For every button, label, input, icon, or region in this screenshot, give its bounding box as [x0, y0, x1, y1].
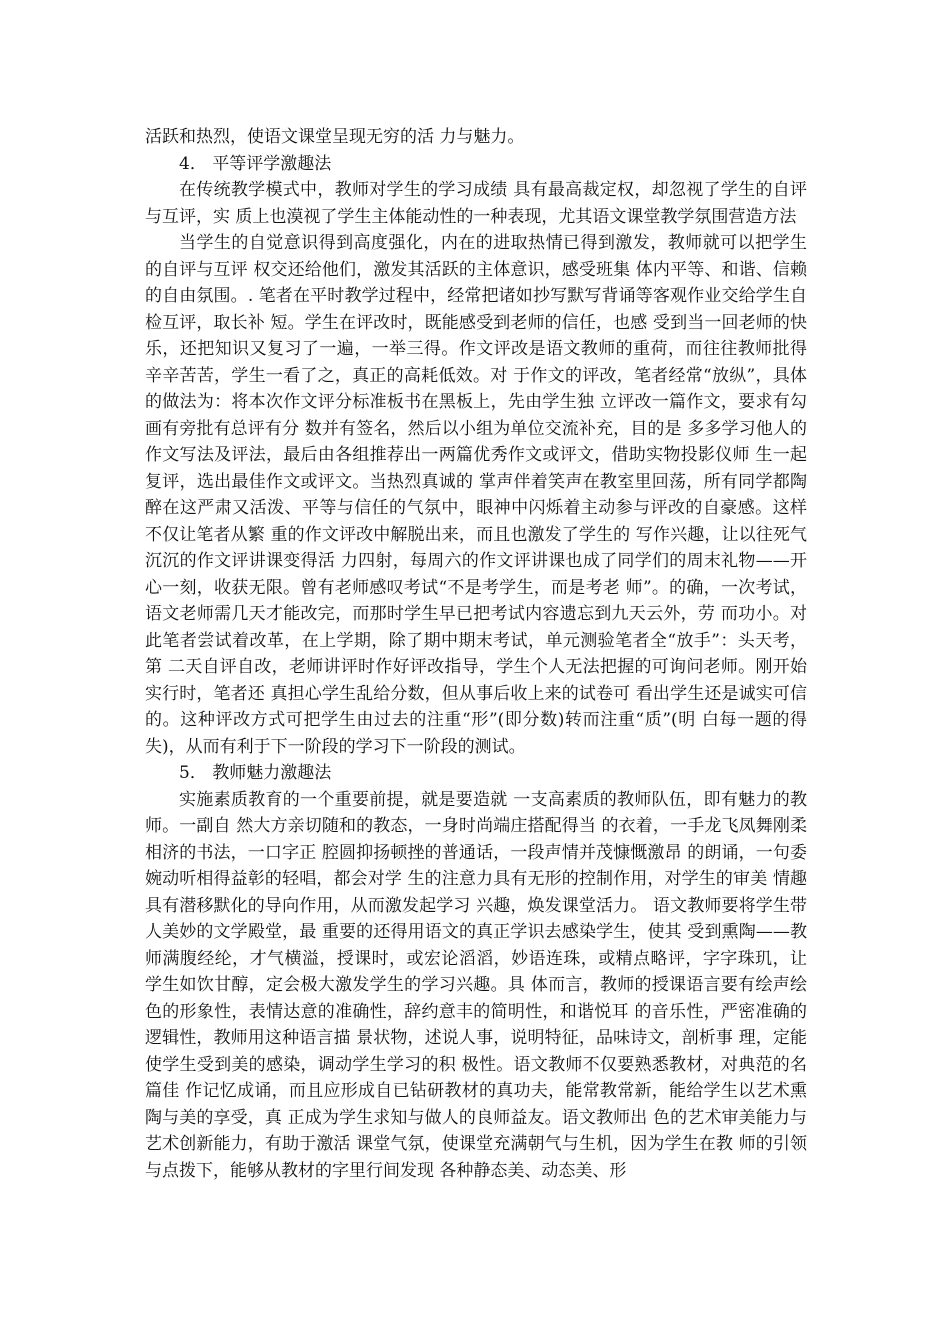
section-heading-4: 4． 平等评学激趣法 [179, 153, 332, 174]
paragraph: 当学生的自觉意识得到高度强化，内在的进取热情已得到激发，教师就可以把学生的自评与互评 权交还给他们，激发其活跃的主体意识，感受班集 体内平等、和谐、信赖的自由氛围。. 笔者在平时教学过程中，经常把诸如抄写默写背诵等客观作业交给学生自检互评，取长补 短。学生在评改时，既能感受到老师的信任，也感 受到当一回老师的快乐，还把知识又复习了一遍，一举三得。作文评改是语文教师的重荷，而往往教师批得辛辛苦苦，学生一看了之，真正的高耗低效。对 于作文的评改，笔者经常“放纵”，具体的做法为：将本次作文评分标准板书在黑板上，先由学生独 立评改一篇作文，要求有勾画有旁批有总评有分 数并有签名，然后以小组为单位交流补充，目的是 多多学习他人的作文写法及评法，最后由各组推荐出一两篇优秀作文或评文，借助实物投影仪师 生一起复评，选出最佳作文或评文。当热烈真诚的 掌声伴着笑声在教室里回荡，所有同学都陶醉在这严肃又活泼、平等与信任的气氛中，眼神中闪烁着主动参与评改的自豪感。这样不仅让笔者从繁 重的作文评改中解脱出来，而且也激发了学生的 写作兴趣，让以往死气沉沉的作文评讲课变得活 力四射，每周六的作文评讲课也成了同学们的周末礼物——开心一刻，收获无限。曾有老师感叹考试“不是考学生，而是考老 师”。的确，一次考试，语文老师需几天才能改完，而那时学生早已把考试内容遗忘到九天云外，劳 而功小。对此笔者尝试着改革，在上学期，除了期中期末考试，单元测验笔者全“放手”：头天考，第 二天自评自改，老师讲评时作好评改指导，学生个人无法把握的可询问老师。刚开始实行时，笔者还 真担心学生乱给分数，但从事后收上来的试卷可 看出学生还是诚实可信的。这种评改方式可把学生由过去的注重“形”(即分数)转而注重“质”(明 白每一题的得失)，从而有利于下一阶段的学习下一阶段的测试。 [145, 233, 807, 757]
paragraph-continuation: 活跃和热烈，使语文课堂呈现无穷的活 力与魅力。 [145, 127, 525, 147]
document-body [145, 124, 807, 1184]
section-heading-5: 5． 教师魅力激趣法 [179, 763, 332, 783]
paragraph: 实施素质教育的一个重要前提，就是要造就 一支高素质的教师队伍，即有魅力的教师。一副自 然大方亲切随和的教态，一身时尚端庄搭配得当 的衣着，一手龙飞凤舞刚柔相济的书法，一口字正 腔圆抑扬顿挫的普通话，一段声情并茂慷慨激昂 的朗诵，一句委婉动听相得益彰的轻唱，都会对学 生的注意力具有无形的控制作用，对学生的审美 情趣具有潜移默化的导向作用，从而激发起学习 兴趣，焕发课堂活力。 语文教师要将学生带人美妙的文学殿堂，最 重要的还得用语文的真正学识去感染学生，使其 受到熏陶——教师满腹经纶，才气横溢，授课时，或宏论滔滔，妙语连珠，或精点略评，字字珠玑，让 学生如饮甘醇，定会极大激发学生的学习兴趣。具 体而言，教师的授课语言要有绘声绘色的形象性，表情达意的准确性，辞约意丰的简明性，和谐悦耳 的音乐性，严密准确的逻辑性，教师用这种语言描 景状物，述说人事，说明特征，品味诗文，剖析事 理，定能使学生受到美的感染，调动学生学习的积 极性。语文教师不仅要熟悉教材，对典范的名篇佳 作记忆成诵，而且应形成自已钻研教材的真功夫，能常教常新，能给学生以艺术熏陶与美的享受，真 正成为学生求知与做人的良师益友。语文教师出 色的艺术审美能力与艺术创新能力，有助于激活 课堂气氛，使课堂充满朝气与生机，因为学生在教 师的引领与点拨下，能够从教材的字里行间发现 各种静态美、动态美、形 [145, 789, 807, 1181]
paragraph: 在传统教学模式中，教师对学生的学习成绩 具有最高裁定权，却忽视了学生的自评与互评，实 质上也漠视了学生主体能动性的一种表现，尤其语文课堂教学氛围营造方法 [145, 180, 807, 227]
